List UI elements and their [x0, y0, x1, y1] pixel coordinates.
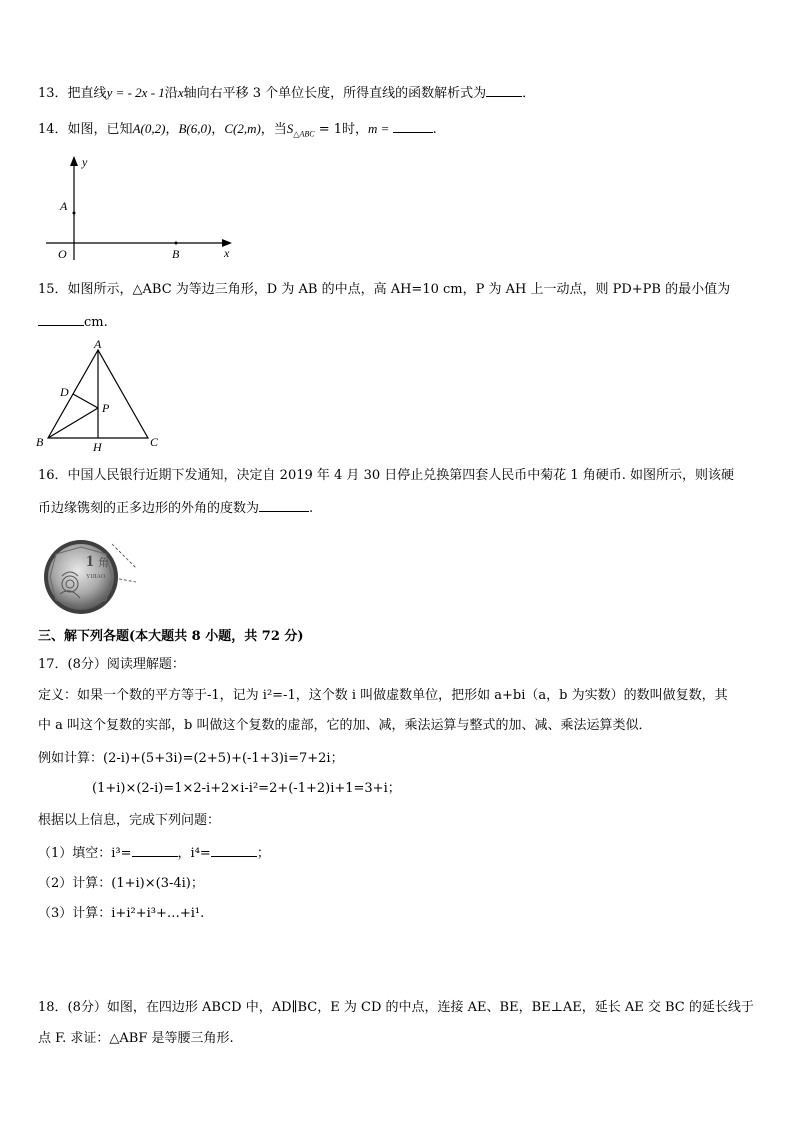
- question-15: 15．如图所示，△ABC 为等边三角形，D 为 AB 的中点，高 AH=10 cm，P 为 AH 上一动点，则 PD+PB 的最小值为: [38, 282, 731, 297]
- answer-blank: [259, 499, 309, 512]
- segment-pb: [48, 408, 98, 438]
- q17-prompt: 根据以上信息，完成下列问题：: [38, 813, 221, 828]
- question-13: 13．把直线y = - 2x - 1沿x轴向右平移 3 个单位长度，所得直线的函数解析式为 ．: [38, 85, 536, 101]
- coin-numeral: 1: [86, 553, 94, 570]
- a-label: A: [60, 199, 68, 213]
- question-17-title: 17．(8分）阅读理解题：: [38, 657, 185, 672]
- origin-label: O: [58, 247, 67, 261]
- triangle-figure: [32, 338, 172, 453]
- answer-blank: [393, 120, 433, 133]
- label-h: H: [93, 440, 102, 453]
- y-axis-arrow: [70, 156, 78, 166]
- question-18: 18．(8分）如图，在四边形 ABCD 中，AD∥BC，E 为 CD 的中点，连接 AE、BE，BE⊥AE，延长 AE 交 BC 的延长线于: [38, 1000, 754, 1015]
- point-a: A(0,2): [132, 121, 166, 136]
- b-label: B: [172, 247, 180, 261]
- point-a-dot: [73, 212, 76, 215]
- coordinate-figure: [38, 150, 238, 265]
- label-d: D: [60, 385, 69, 399]
- x-label: x: [224, 246, 230, 260]
- question-16: 16．中国人民银行近期下发通知，决定自 2019 年 4 月 30 日停止兑换第四套人民币中菊花 1 角硬币. 如图所示，则该硬: [38, 468, 735, 483]
- q17-part-1: （1）填空：i³= ，i⁴= ；: [38, 846, 270, 861]
- q17-definition-2: 中 a 叫这个复数的实部，b 叫做这个复数的虚部，它的加、减，乘法运算与整式的加、减、乘法运算类似．: [38, 718, 652, 733]
- q17-part-3: （3）计算：i+i²+i³+…+i¹.: [38, 906, 205, 921]
- q17-example-1: 例如计算：(2-i)+(5+3i)=(2+5)+(-1+3)i=7+2i；: [38, 751, 344, 766]
- point-b: B(6,0): [178, 121, 212, 136]
- coin-pinyin: YIJIAO: [86, 574, 106, 580]
- question-18-line-2: 点 F. 求证：△ABF 是等腰三角形.: [38, 1031, 234, 1046]
- label-a: A: [94, 338, 102, 351]
- q17-part-2: （2）计算：(1+i)×(3-4i)；: [38, 876, 204, 891]
- section-header: 三、解下列各题(本大题共 8 小题，共 72 分): [38, 629, 304, 644]
- question-16-line-2: 币边缘镌刻的正多边形的外角的度数为 .: [38, 501, 314, 516]
- answer-blank: [486, 84, 522, 97]
- question-number: 15．: [38, 282, 68, 297]
- q17-example-2: (1+i)×(2-i)=1×2-i+2×i-i²=2+(-1+2)i+1=3+i；: [92, 781, 401, 796]
- y-label: y: [82, 155, 88, 169]
- coin-character: 角: [98, 557, 109, 569]
- label-p: P: [102, 401, 110, 415]
- answer-blank: [38, 313, 84, 326]
- label-c: C: [150, 435, 159, 449]
- point-c: C(2,m): [224, 121, 261, 136]
- coin-image: [40, 538, 140, 618]
- question-number: 16．: [38, 468, 68, 483]
- question-14: 14．如图，已知A(0,2)，B(6,0)，C(2,m)，当$S_{\triangle ABC} = 1$时，m = .: [38, 121, 437, 139]
- line-equation: y = - 2x - 1: [106, 85, 165, 100]
- q17-definition-1: 定义：如果一个数的平方等于-1，记为 i²=-1，这个数 i 叫做虚数单位，把形如 a+bi（a，b 为实数）的数叫做复数，其: [38, 688, 728, 703]
- question-15-answer: cm.: [38, 313, 108, 332]
- point-b-dot: [175, 242, 178, 245]
- segment-pd: [73, 394, 98, 408]
- question-number: 13．: [38, 86, 68, 101]
- answer-blank-i4: [211, 844, 257, 857]
- label-b: B: [36, 435, 44, 449]
- answer-blank-i3: [132, 844, 178, 857]
- triangle-area: $S_{\triangle ABC}$: [286, 121, 315, 139]
- question-number: 14．: [38, 122, 68, 137]
